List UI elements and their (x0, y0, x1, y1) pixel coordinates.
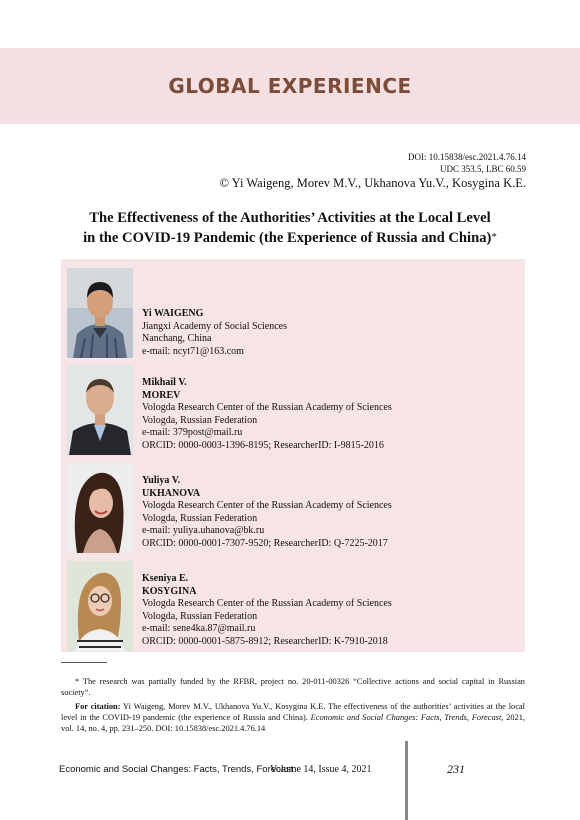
copyright: © Yi Waigeng, Morev M.V., Ukhanova Yu.V., Kosygina K.E. (219, 176, 526, 190)
author-photo-image (67, 561, 133, 651)
author-location: Vologda, Russian Federation (142, 512, 258, 524)
author-location: Vologda, Russian Federation (142, 610, 258, 622)
title-line-2 (40, 228, 540, 248)
author-photo (67, 365, 133, 455)
author-orcid: ORCID: 0000-0003-1396-8195; ResearcherID: I-9815-2016 (142, 439, 384, 451)
author-given-name: Mikhail V. (142, 377, 187, 388)
author-orcid: ORCID: 0000-0001-7307-9520; ResearcherID: Q-7225-2017 (142, 537, 388, 549)
author-photo (67, 268, 133, 358)
funding-footnote: * The research was partially funded by the RFBR, project no. 20-011-00326 “Collective actions and social capital in Russian society”. (61, 677, 525, 697)
page-number: 231 (447, 762, 465, 776)
author-email[interactable]: e-mail: sene4ka.87@mail.ru (142, 623, 256, 635)
doi[interactable]: DOI: 10.15838/esc.2021.4.76.14 (408, 152, 526, 162)
author-affiliation: Vologda Research Center of the Russian Academy of Sciences (142, 402, 392, 414)
author-given-name: Kseniya E. (142, 573, 189, 584)
footer-journal: Economic and Social Changes: Facts, Trends, Forecast (59, 764, 294, 775)
footnote-divider (61, 662, 107, 663)
title-footnote-mark[interactable]: * (491, 231, 497, 243)
title-line-1: The Effectiveness of the Authorities’ Activities at the Local Level (89, 210, 491, 226)
footer-divider (405, 741, 408, 820)
citation-journal: Economic and Social Changes: Facts, Trends, Forecast (310, 713, 502, 722)
author-photo (67, 463, 133, 553)
author-given-name: Yuliya V. (142, 475, 181, 486)
author-orcid: ORCID: 0000-0001-5875-8912; ResearcherID: K-7910-2018 (142, 635, 388, 647)
citation-tail: , 2021, vol. 14, no. 4, pp. 231–250. DOI: 10.15838/esc.2021.4.76.14 (61, 713, 526, 733)
author-surname: MOREV (142, 389, 181, 401)
author-surname: UKHANOVA (142, 487, 201, 499)
author-email[interactable]: e-mail: yuliya.uhanova@bk.ru (142, 525, 265, 537)
author-photo-image (67, 463, 133, 553)
article-title (40, 209, 540, 248)
author-surname: KOSYGINA (142, 585, 197, 597)
author-info (142, 573, 392, 649)
author-info (142, 308, 287, 358)
citation-label: For citation: (75, 702, 121, 711)
citation-footnote (61, 701, 525, 734)
footer-volume: Volume 14, Issue 4, 2021 (270, 764, 372, 775)
author-affiliation: Vologda Research Center of the Russian Academy of Sciences (142, 598, 392, 610)
author-photo-image (67, 365, 133, 455)
citation-text: Yi Waigeng, Morev M.V., Ukhanova Yu.V., Kosygina K.E. The effectiveness of the authorities’ activities at the local level in the COVID-19 pandemic (the experience of Russia and China). (61, 702, 525, 722)
author-location: Vologda, Russian Federation (142, 414, 258, 426)
udc-code: UDC 353.5, LBC 60.59 (439, 164, 526, 174)
author-affiliation: Vologda Research Center of the Russian Academy of Sciences (142, 500, 392, 512)
title-line-2-text: in the COVID-19 Pandemic (the Experience of Russia and China) (83, 230, 492, 246)
author-name: Yi WAIGENG (142, 308, 204, 319)
author-email[interactable]: e-mail: ncyt71@163.com (142, 345, 244, 357)
section-title: GLOBAL EXPERIENCE (168, 74, 412, 98)
author-photo (67, 561, 133, 651)
author-affiliation: Jiangxi Academy of Social Sciences (142, 320, 287, 332)
author-email[interactable]: e-mail: 379post@mail.ru (142, 427, 243, 439)
author-info (142, 475, 392, 551)
author-info (142, 377, 392, 453)
author-location: Nanchang, China (142, 333, 212, 345)
author-photo-image (67, 268, 133, 358)
